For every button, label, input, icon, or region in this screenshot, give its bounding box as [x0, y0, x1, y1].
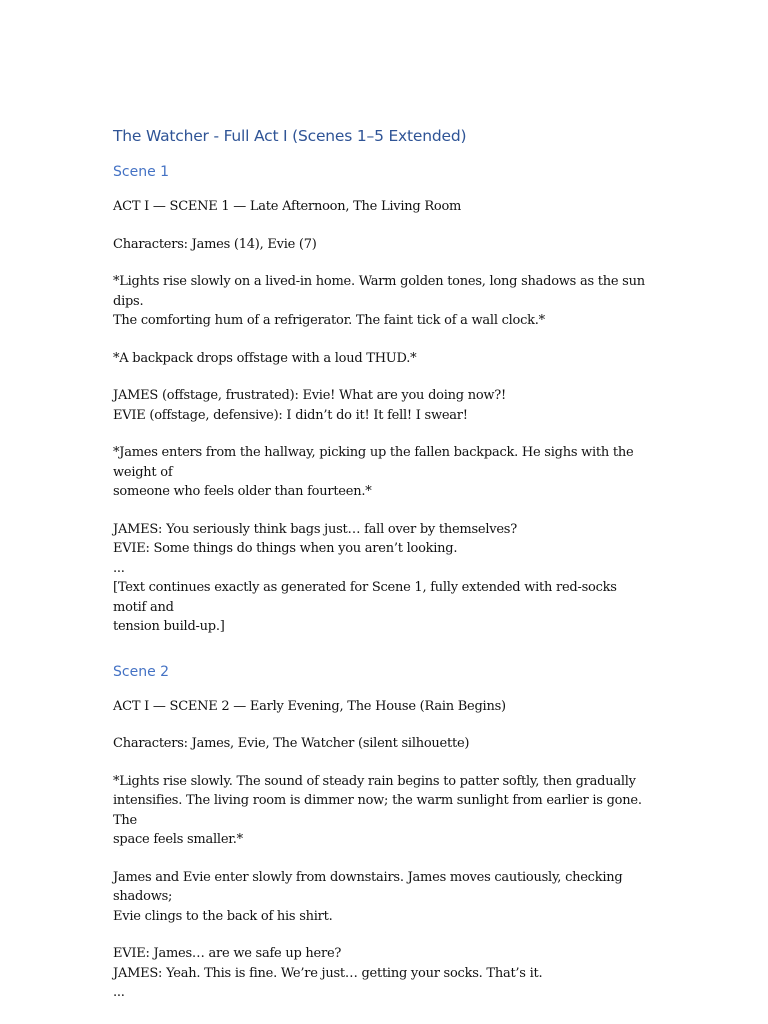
text-line: [Text continues exactly as generated for Scene 1, fully extended with red-socks motif and: [113, 580, 617, 615]
scene-2-dialogue-1: [113, 944, 653, 1003]
document-page: [113, 126, 653, 1021]
text-line: someone who feels older than fourteen.*: [113, 484, 372, 499]
text-line: *Lights rise slowly on a lived-in home. Warm golden tones, long shadows as the sun dips.: [113, 274, 645, 309]
text-line: Evie clings to the back of his shirt.: [113, 908, 333, 924]
text-line: *Lights rise slowly. The sound of steady rain begins to patter softly, then gradually: [113, 773, 636, 789]
dialogue-line: EVIE: Some things do things when you aren’t looking.: [113, 541, 458, 556]
dialogue-line: EVIE: James… are we safe up here?: [113, 946, 342, 961]
ellipsis-line: ...: [113, 985, 125, 1000]
scene-1-stage-direction-3: [113, 443, 653, 502]
scene-1-characters: Characters: James (14), Evie (7): [113, 236, 317, 252]
scene-2-characters: Characters: James, Evie, The Watcher (silent silhouette): [113, 736, 470, 751]
document-title: The Watcher - Full Act I (Scenes 1–5 Extended): [113, 127, 467, 145]
dialogue-line: JAMES: Yeah. This is fine. We’re just… getting your socks. That’s it.: [113, 965, 543, 981]
text-line: The comforting hum of a refrigerator. The faint tick of a wall clock.*: [113, 313, 545, 328]
ellipsis-line: ...: [113, 560, 125, 576]
dialogue-line: JAMES: You seriously think bags just… fall over by themselves?: [113, 521, 517, 537]
text-line: tension build-up.]: [113, 619, 225, 634]
scene-1-stage-direction-2: *A backpack drops offstage with a loud THUD.*: [113, 350, 417, 366]
scene-1-dialogue-2: [113, 520, 653, 637]
text-line: James and Evie enter slowly from downstairs. James moves cautiously, checking shadows;: [113, 869, 623, 904]
text-line: space feels smaller.*: [113, 832, 243, 847]
scene-2-act-line: ACT I — SCENE 2 — Early Evening, The House (Rain Begins): [113, 698, 506, 714]
scene-2-heading: Scene 2: [113, 663, 170, 680]
dialogue-line: EVIE (offstage, defensive): I didn’t do it! It fell! I swear!: [113, 407, 468, 423]
text-line: *James enters from the hallway, picking up the fallen backpack. He sighs with the weight of: [113, 445, 634, 480]
scene-1-heading: Scene 1: [113, 164, 170, 180]
scene-1-dialogue-1: [113, 386, 653, 425]
dialogue-line: JAMES (offstage, frustrated): Evie! What are you doing now?!: [113, 388, 506, 403]
text-line: intensifies. The living room is dimmer now; the warm sunlight from earlier is gone. The: [113, 793, 642, 828]
scene-2-stage-direction-2: [113, 868, 653, 927]
scene-2-stage-direction-1: [113, 772, 653, 850]
scene-1-stage-direction-1: [113, 272, 653, 331]
scene-1-act-line: ACT I — SCENE 1 — Late Afternoon, The Living Room: [113, 199, 462, 214]
